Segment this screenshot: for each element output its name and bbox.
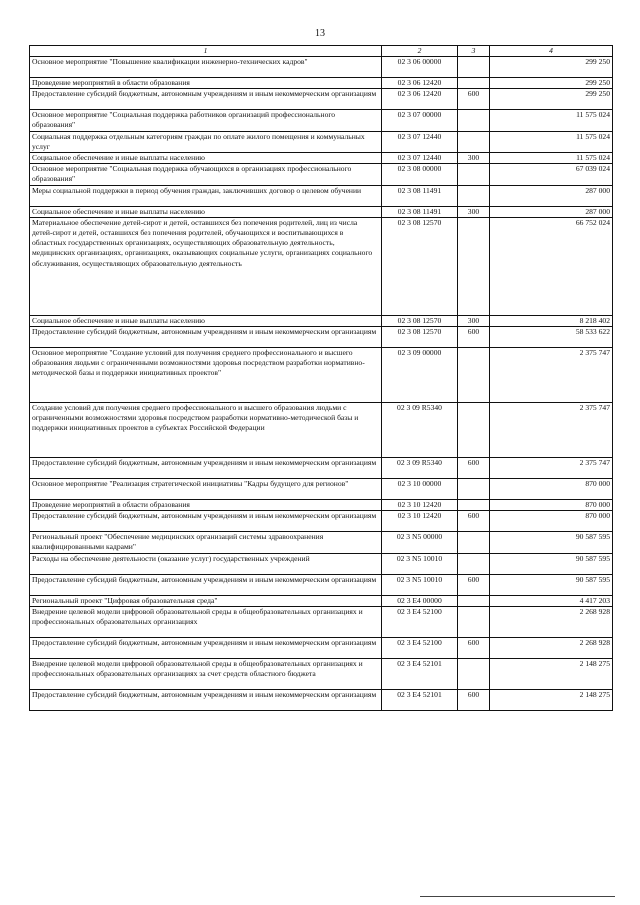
row-type-cell: 600 <box>458 574 490 595</box>
row-amount-cell: 90 587 595 <box>490 532 613 553</box>
row-amount-cell: 299 250 <box>490 57 613 78</box>
row-name-cell: Предоставление субсидий бюджетным, автономным учреждениям и иным некоммерческим организациям <box>30 637 382 658</box>
row-amount-cell: 2 148 275 <box>490 658 613 689</box>
row-name-cell: Проведение мероприятий в области образования <box>30 78 382 89</box>
row-amount-cell: 870 000 <box>490 479 613 500</box>
table-row <box>30 206 613 217</box>
row-amount-cell: 2 148 275 <box>490 689 613 710</box>
row-name-cell: Социальное обеспечение и иные выплаты населению <box>30 315 382 326</box>
row-name-cell: Создание условий для получения среднего профессионального и высшего образования людьми с ограниченными возможностями здоровья посредством разработки нормативно-методической базы и поддержки инициативных проектов в субъектах Российской Федерации <box>30 403 382 458</box>
row-amount-cell: 287 000 <box>490 185 613 206</box>
row-code-cell: 02 3 07 12440 <box>382 131 458 152</box>
table-row <box>30 403 613 458</box>
row-type-cell: 600 <box>458 689 490 710</box>
row-amount-cell: 299 250 <box>490 89 613 110</box>
row-name-cell: Проведение мероприятий в области образования <box>30 500 382 511</box>
row-type-cell: 600 <box>458 327 490 348</box>
row-amount-cell: 11 575 024 <box>490 131 613 152</box>
row-name-cell: Предоставление субсидий бюджетным, автономным учреждениям и иным некоммерческим организациям <box>30 327 382 348</box>
row-amount-cell: 2 375 747 <box>490 403 613 458</box>
table-row <box>30 348 613 403</box>
row-name-cell: Внедрение целевой модели цифровой образовательной среды в общеобразовательных организациях и профессиональных образовательных организациях <box>30 606 382 637</box>
table-row <box>30 532 613 553</box>
row-name-cell: Региональный проект "Обеспечение медицинских организаций системы здравоохранения квалифицированными кадрами" <box>30 532 382 553</box>
row-amount-cell: 90 587 595 <box>490 553 613 574</box>
row-name-cell: Социальная поддержка отдельным категориям граждан по оплате жилого помещения и коммунальных услуг <box>30 131 382 152</box>
row-code-cell: 02 3 06 12420 <box>382 78 458 89</box>
row-amount-cell: 11 575 024 <box>490 153 613 164</box>
row-type-cell <box>458 532 490 553</box>
table-row <box>30 131 613 152</box>
row-name-cell: Основное мероприятие "Социальная поддержка работников организаций профессионального образования" <box>30 110 382 131</box>
row-name-cell: Региональный проект "Цифровая образовательная среда" <box>30 595 382 606</box>
table-row <box>30 479 613 500</box>
row-code-cell: 02 3 09 00000 <box>382 348 458 403</box>
row-amount-cell: 8 218 402 <box>490 315 613 326</box>
row-code-cell: 02 3 07 00000 <box>382 110 458 131</box>
row-type-cell <box>458 348 490 403</box>
row-type-cell: 600 <box>458 89 490 110</box>
table-row <box>30 78 613 89</box>
row-amount-cell: 2 268 928 <box>490 637 613 658</box>
row-amount-cell: 66 752 024 <box>490 217 613 315</box>
table-header-row <box>30 46 613 57</box>
row-type-cell <box>458 658 490 689</box>
row-name-cell: Расходы на обеспечение деятельности (оказание услуг) государственных учреждений <box>30 553 382 574</box>
row-code-cell: 02 3 E4 52100 <box>382 606 458 637</box>
row-type-cell: 300 <box>458 206 490 217</box>
row-code-cell: 02 3 07 12440 <box>382 153 458 164</box>
row-name-cell: Основное мероприятие "Социальная поддержка обучающихся в организациях профессионального образования" <box>30 164 382 185</box>
table-row <box>30 89 613 110</box>
row-code-cell: 02 3 N5 10010 <box>382 574 458 595</box>
row-name-cell: Предоставление субсидий бюджетным, автономным учреждениям и иным некоммерческим организациям <box>30 89 382 110</box>
row-code-cell: 02 3 N5 00000 <box>382 532 458 553</box>
row-code-cell: 02 3 08 12570 <box>382 327 458 348</box>
row-code-cell: 02 3 N5 10010 <box>382 553 458 574</box>
row-type-cell <box>458 403 490 458</box>
row-type-cell <box>458 185 490 206</box>
row-name-cell: Социальное обеспечение и иные выплаты населению <box>30 206 382 217</box>
row-name-cell: Социальное обеспечение и иные выплаты населению <box>30 153 382 164</box>
table-row <box>30 500 613 511</box>
row-name-cell: Основное мероприятие "Реализация стратегической инициативы "Кадры будущего для регионов" <box>30 479 382 500</box>
table-row <box>30 595 613 606</box>
row-name-cell: Меры социальной поддержки в период обучения граждан, заключивших договор о целевом обучении <box>30 185 382 206</box>
row-amount-cell: 90 587 595 <box>490 574 613 595</box>
row-code-cell: 02 3 08 00000 <box>382 164 458 185</box>
row-code-cell: 02 3 E4 52101 <box>382 658 458 689</box>
row-type-cell: 300 <box>458 315 490 326</box>
row-amount-cell: 870 000 <box>490 500 613 511</box>
row-type-cell <box>458 131 490 152</box>
row-code-cell: 02 3 06 00000 <box>382 57 458 78</box>
table-row <box>30 511 613 532</box>
row-name-cell: Основное мероприятие "Повышение квалификации инженерно-технических кадров" <box>30 57 382 78</box>
table-row <box>30 110 613 131</box>
row-code-cell: 02 3 E4 00000 <box>382 595 458 606</box>
row-name-cell: Предоставление субсидий бюджетным, автономным учреждениям и иным некоммерческим организациям <box>30 574 382 595</box>
row-amount-cell: 287 000 <box>490 206 613 217</box>
row-code-cell: 02 3 09 R5340 <box>382 458 458 479</box>
row-amount-cell: 2 268 928 <box>490 606 613 637</box>
table-row <box>30 658 613 689</box>
header-col-1: 1 <box>30 46 382 57</box>
budget-table <box>29 45 613 711</box>
row-name-cell: Предоставление субсидий бюджетным, автономным учреждениям и иным некоммерческим организациям <box>30 511 382 532</box>
row-name-cell: Внедрение целевой модели цифровой образовательной среды в общеобразовательных организациях и профессиональных образовательных организациях за счет средств областного бюджета <box>30 658 382 689</box>
row-type-cell <box>458 110 490 131</box>
row-code-cell: 02 3 E4 52101 <box>382 689 458 710</box>
row-name-cell: Предоставление субсидий бюджетным, автономным учреждениям и иным некоммерческим организациям <box>30 458 382 479</box>
row-name-cell: Предоставление субсидий бюджетным, автономным учреждениям и иным некоммерческим организациям <box>30 689 382 710</box>
row-type-cell <box>458 78 490 89</box>
row-code-cell: 02 3 10 12420 <box>382 511 458 532</box>
row-amount-cell: 58 533 622 <box>490 327 613 348</box>
row-amount-cell: 11 575 024 <box>490 110 613 131</box>
table-row <box>30 327 613 348</box>
header-col-3: 3 <box>458 46 490 57</box>
table-row <box>30 458 613 479</box>
table-row <box>30 164 613 185</box>
page-number: 13 <box>315 28 325 39</box>
row-type-cell: 300 <box>458 153 490 164</box>
row-amount-cell: 2 375 747 <box>490 458 613 479</box>
table-row <box>30 153 613 164</box>
row-code-cell: 02 3 08 12570 <box>382 217 458 315</box>
table-row <box>30 606 613 637</box>
row-code-cell: 02 3 E4 52100 <box>382 637 458 658</box>
row-amount-cell: 67 039 024 <box>490 164 613 185</box>
row-amount-cell: 299 250 <box>490 78 613 89</box>
row-amount-cell: 870 000 <box>490 511 613 532</box>
row-code-cell: 02 3 08 11491 <box>382 206 458 217</box>
table-row <box>30 57 613 78</box>
row-type-cell: 600 <box>458 637 490 658</box>
table-row <box>30 574 613 595</box>
row-code-cell: 02 3 09 R5340 <box>382 403 458 458</box>
row-type-cell <box>458 217 490 315</box>
row-name-cell: Материальное обеспечение детей-сирот и детей, оставшихся без попечения родителей, лиц из числа детей-сирот и детей, оставшихся без попечения родителей, обучающихся и воспитывающихся в областных государственных организациях, осуществляющих образовательную деятельность, медицинских организациях, организациях, оказывающих социальные услуги, организациях социального обслуживания, осуществляющих образовательную деятельность <box>30 217 382 315</box>
row-type-cell: 600 <box>458 458 490 479</box>
row-amount-cell: 4 417 203 <box>490 595 613 606</box>
header-col-2: 2 <box>382 46 458 57</box>
table-row <box>30 553 613 574</box>
row-type-cell <box>458 553 490 574</box>
table-row <box>30 689 613 710</box>
row-code-cell: 02 3 06 12420 <box>382 89 458 110</box>
table-row <box>30 185 613 206</box>
row-type-cell: 600 <box>458 511 490 532</box>
row-code-cell: 02 3 08 11491 <box>382 185 458 206</box>
row-type-cell <box>458 606 490 637</box>
row-code-cell: 02 3 08 12570 <box>382 315 458 326</box>
row-type-cell <box>458 479 490 500</box>
footer-line <box>420 896 615 897</box>
row-amount-cell: 2 375 747 <box>490 348 613 403</box>
row-type-cell <box>458 500 490 511</box>
header-col-4: 4 <box>490 46 613 57</box>
row-type-cell <box>458 164 490 185</box>
row-name-cell: Основное мероприятие "Создание условий для получения среднего профессионального и высшего образования людьми с ограниченными возможностями здоровья посредством разработки нормативно-методической базы и поддержки инициативных проектов" <box>30 348 382 403</box>
row-code-cell: 02 3 10 00000 <box>382 479 458 500</box>
row-type-cell <box>458 57 490 78</box>
table-row <box>30 315 613 326</box>
row-type-cell <box>458 595 490 606</box>
table-row <box>30 217 613 315</box>
table-row <box>30 637 613 658</box>
row-code-cell: 02 3 10 12420 <box>382 500 458 511</box>
